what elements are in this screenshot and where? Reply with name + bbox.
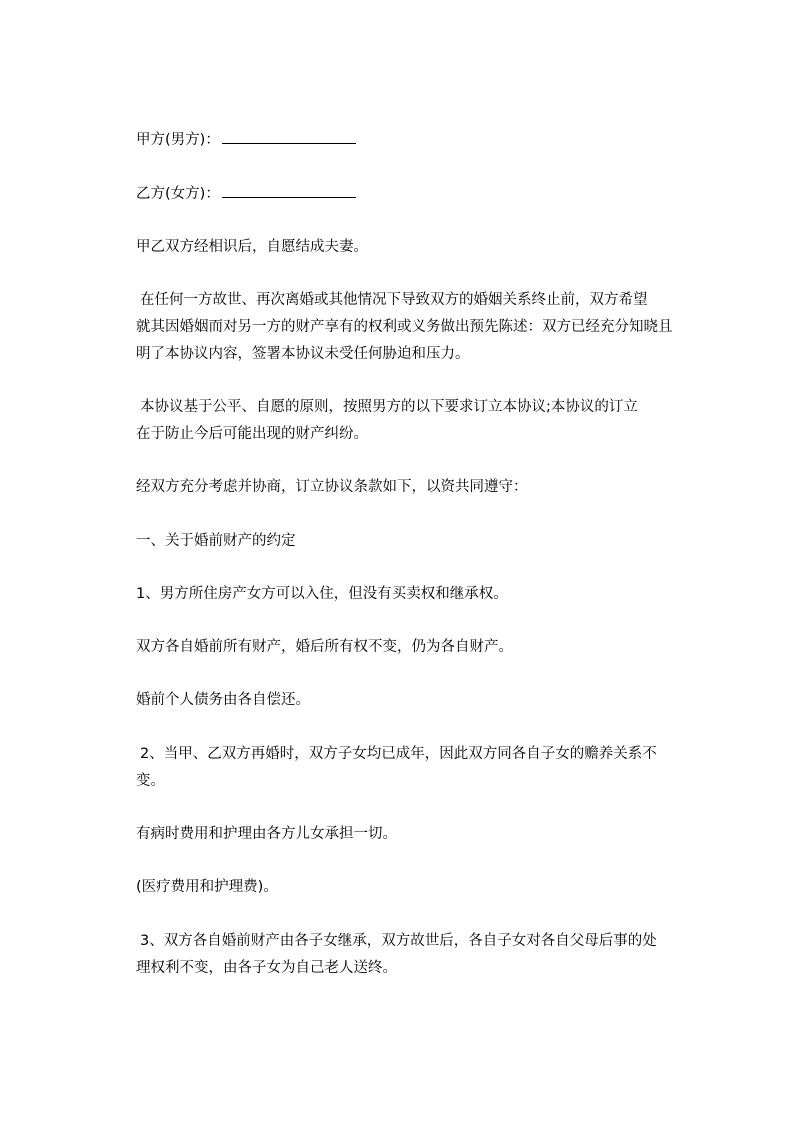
item-2-line-1: 2、当甲、乙双方再婚时，双方子女均已成年，因此双方同各自子女的赡养关系不 — [140, 746, 657, 762]
basis-line-2: 在于防止今后可能出现的财产纠纷。 — [136, 426, 368, 442]
party-b-blank[interactable] — [222, 183, 356, 198]
property-paragraph: 双方各自婚前所有财产，婚后所有权不变，仍为各自财产。 — [136, 639, 513, 655]
debt-paragraph: 婚前个人债务由各自偿还。 — [136, 692, 310, 708]
intro-line-3: 明了本协议内容，签署本协议未受任何胁迫和压力。 — [136, 346, 470, 362]
basis-line-1: 本协议基于公平、自愿的原则，按照男方的以下要求订立本协议;本协议的订立 — [140, 399, 638, 415]
basis-paragraph — [136, 394, 720, 448]
party-a-blank[interactable] — [222, 129, 356, 144]
medical-paragraph: (医疗费用和护理费)。 — [136, 879, 278, 895]
party-a-line — [136, 127, 716, 154]
item-3 — [136, 928, 720, 982]
item-1: 1、男方所住房产女方可以入住，但没有买卖权和继承权。 — [136, 586, 508, 602]
party-b-label: 乙方(女方)： — [136, 186, 220, 202]
party-a-label: 甲方(男方)： — [136, 132, 220, 148]
agreement-paragraph: 经双方充分考虑并协商，订立协议条款如下，以资共同遵守： — [136, 479, 528, 495]
item-2 — [136, 741, 720, 795]
intro-line-2: 就其因婚姻而对另一方的财产享有的权利或义务做出预先陈述：双方已经充分知晓且 — [136, 319, 673, 335]
item-2-line-2: 变。 — [136, 773, 165, 789]
item-3-line-1: 3、双方各自婚前财产由各子女继承，双方故世后，各自子女对各自父母后事的处 — [140, 933, 657, 949]
intro-line-1: 在任何一方故世、再次离婚或其他情况下导致双方的婚姻关系终止前，双方希望 — [140, 292, 648, 308]
section-1-heading: 一、关于婚前财产的约定 — [136, 533, 296, 549]
intro-paragraph — [136, 287, 720, 368]
marriage-paragraph: 甲乙双方经相识后，自愿结成夫妻。 — [136, 239, 368, 255]
party-b-line — [136, 181, 716, 208]
item-3-line-2: 理权利不变，由各子女为自己老人送终。 — [136, 960, 397, 976]
illness-paragraph: 有病时费用和护理由各方儿女承担一切。 — [136, 826, 397, 842]
